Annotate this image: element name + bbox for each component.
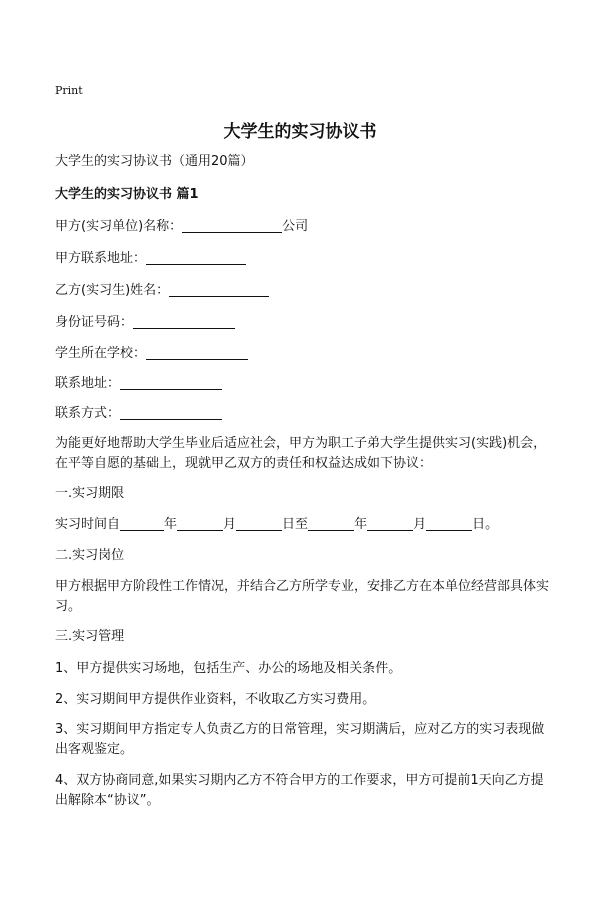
field-id-number [55, 314, 235, 332]
list-item: 4、双方协商同意,如果实习期内乙方不符合甲方的工作要求，甲方可提前1天向乙方提出解除本“协议”。 [55, 773, 544, 808]
period-prefix: 实习时间自 [55, 517, 121, 532]
blank-id-number [133, 314, 235, 329]
blank-party-b-name [169, 282, 269, 297]
period-year: 年 [164, 517, 178, 532]
period-day-end: 日。 [472, 517, 499, 532]
field-contact-method-label: 联系方式： [55, 406, 121, 421]
period-day-to: 日至 [282, 517, 309, 532]
list-item: 2、实习期间甲方提供作业资料，不收取乙方实习费用。 [55, 692, 376, 707]
field-contact-method [55, 405, 222, 423]
section-1-title: 一.实习期限 [55, 486, 125, 501]
list-item: 3、实习期间甲方指定专人负责乙方的日常管理，实习期满后，应对乙方的实习表现做出客观鉴定。 [55, 722, 545, 757]
period-year2: 年 [354, 517, 368, 532]
field-party-a-name [55, 218, 308, 236]
field-party-a-name-label: 甲方(实习单位)名称： [55, 219, 183, 234]
blank-party-a-name [182, 218, 282, 233]
intro-paragraph: 为能更好地帮助大学生毕业后适应社会，甲方为职工子弟大学生提供实习(实践)机会，在平等自愿的基础上，现就甲乙双方的责任和权益达成如下协议： [55, 436, 547, 471]
section-2-body: 甲方根据甲方阶段性工作情况，并结合乙方所学专业，安排乙方在本单位经营部具体实习。 [55, 579, 550, 614]
field-party-a-address [55, 250, 246, 268]
blank-start-day [236, 516, 282, 531]
blank-contact-method [120, 405, 222, 420]
blank-start-month [177, 516, 223, 531]
field-id-number-label: 身份证号码： [55, 315, 134, 330]
field-contact-address-label: 联系地址： [55, 376, 121, 391]
print-label[interactable]: Print [55, 84, 83, 97]
blank-school [146, 345, 248, 360]
field-school [55, 345, 248, 363]
period-month: 月 [223, 517, 237, 532]
field-party-a-address-label: 甲方联系地址： [55, 251, 147, 266]
field-party-b-name-label: 乙方(实习生)姓名： [55, 283, 170, 298]
blank-end-day [426, 516, 472, 531]
blank-start-year [120, 516, 164, 531]
field-party-b-name [55, 282, 269, 300]
document-subtitle: 大学生的实习协议书（通用20篇） [55, 154, 254, 169]
section-heading: 大学生的实习协议书 篇1 [55, 187, 199, 202]
field-party-a-name-suffix: 公司 [282, 219, 309, 234]
document-title: 大学生的实习协议书 [223, 122, 377, 142]
internship-period [55, 516, 498, 534]
field-school-label: 学生所在学校： [55, 346, 147, 361]
section-3-title: 三.实习管理 [55, 629, 125, 644]
period-month2: 月 [413, 517, 427, 532]
blank-end-year [308, 516, 354, 531]
blank-end-month [367, 516, 413, 531]
section-2-title: 二.实习岗位 [55, 548, 125, 563]
blank-party-a-address [146, 250, 246, 265]
field-contact-address [55, 375, 222, 393]
blank-contact-address [120, 375, 222, 390]
list-item: 1、甲方提供实习场地，包括生产、办公的场地及相关条件。 [55, 661, 402, 676]
